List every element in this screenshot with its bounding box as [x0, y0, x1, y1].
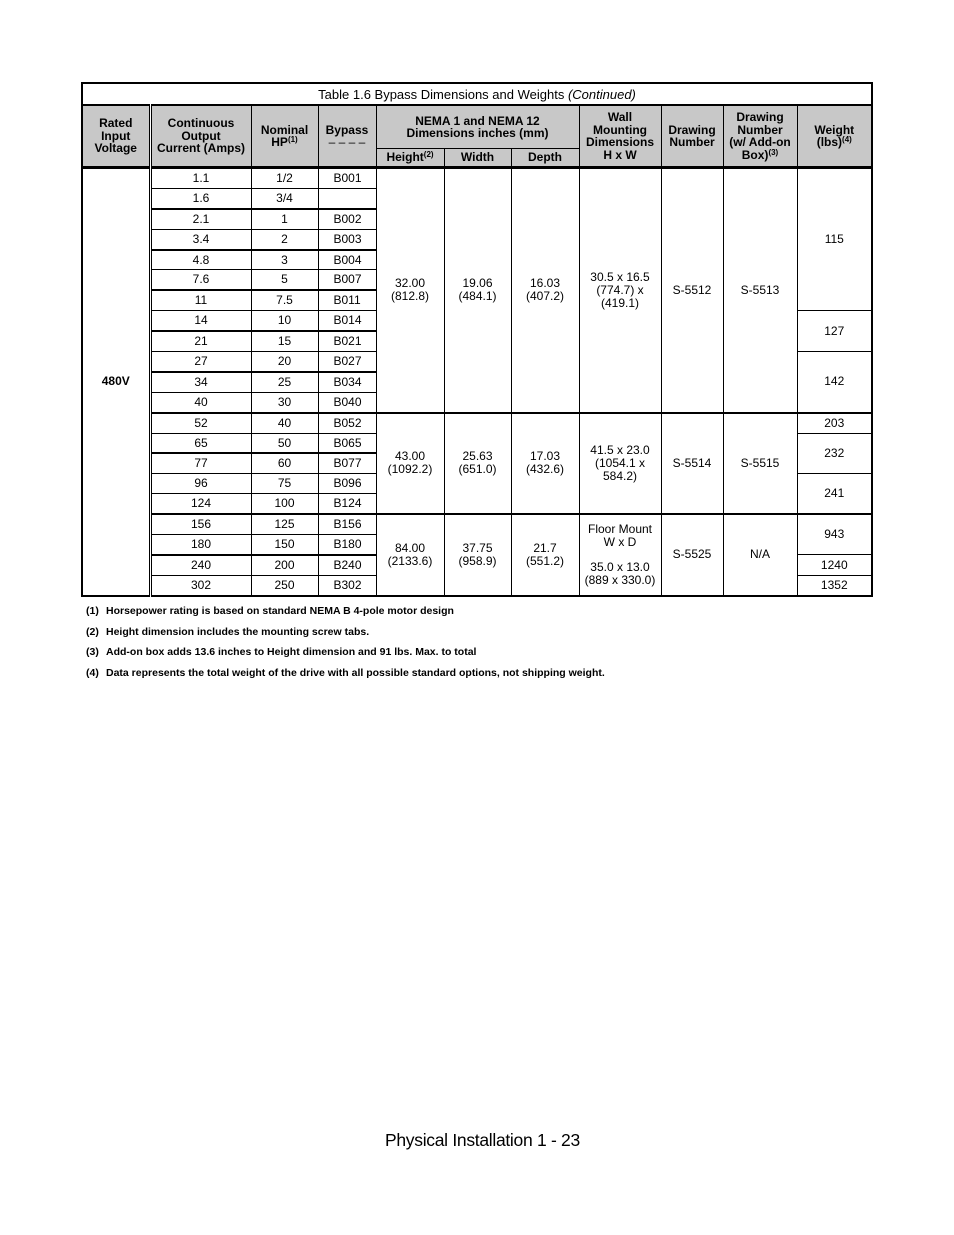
depth-inches: 21.7 — [533, 540, 557, 555]
bypass-cell: B065 — [318, 433, 376, 453]
depth-inches: 16.03 — [529, 276, 561, 291]
hp-cell: 30 — [251, 392, 318, 412]
header-text: (lbs) — [816, 135, 843, 149]
footnote-number: (3) — [86, 646, 99, 658]
width-mm: (651.0) — [458, 462, 497, 477]
width-inches: 25.63 — [462, 449, 493, 464]
header-text: Mounting — [593, 122, 647, 137]
footnote — [86, 603, 605, 624]
header-text: Height — [386, 150, 424, 165]
amps-cell: 1.1 — [150, 168, 251, 189]
header-continuous-output-current — [150, 105, 251, 168]
header-text: H x W — [603, 147, 637, 162]
header-text: Rated — [99, 116, 133, 131]
hp-cell: 75 — [251, 474, 318, 494]
weight-cell: 1240 — [797, 555, 872, 575]
table-body — [82, 168, 872, 596]
header-text: (w/ Add-on — [729, 135, 791, 149]
amps-cell: 2.1 — [150, 209, 251, 229]
drawing-number-addon-cell: S-5513 — [723, 168, 797, 413]
width-mm: (484.1) — [458, 289, 497, 304]
weight-cell: 142 — [797, 352, 872, 413]
header-text: Box) — [741, 147, 769, 162]
amps-cell: 96 — [150, 474, 251, 494]
header-text: – – – – — [328, 135, 366, 149]
bypass-cell: B021 — [318, 331, 376, 351]
header-text: Continuous — [167, 116, 235, 131]
footnote-text: Horsepower rating is based on standard NEMA B 4-pole motor design — [106, 605, 454, 617]
wall-mounting-cell — [579, 168, 661, 413]
amps-cell: 1.6 — [150, 188, 251, 208]
header-wall-mounting — [579, 105, 661, 168]
hp-cell: 200 — [251, 555, 318, 575]
bypass-cell: B034 — [318, 372, 376, 392]
bypass-cell: B004 — [318, 250, 376, 270]
drawing-number-addon-cell: S-5515 — [723, 413, 797, 514]
depth-cell — [511, 168, 579, 413]
bypass-cell: B052 — [318, 413, 376, 433]
hp-cell: 125 — [251, 514, 318, 534]
bypass-cell: B302 — [318, 575, 376, 595]
amps-cell: 27 — [150, 352, 251, 372]
rated-voltage-cell: 480V — [82, 168, 150, 596]
hp-cell: 7.5 — [251, 290, 318, 310]
header-text: Number — [669, 135, 715, 149]
width-inches: 19.06 — [462, 276, 493, 291]
drawing-number-cell: S-5512 — [661, 168, 723, 413]
depth-inches: 17.03 — [529, 449, 561, 464]
hp-cell: 150 — [251, 535, 318, 555]
header-text: Wall — [607, 110, 633, 124]
header-text: Nominal — [260, 122, 309, 137]
bypass-cell: B124 — [318, 494, 376, 514]
footnote-ref: (3) — [768, 147, 779, 157]
wall-mounting-line: (889 x 330.0) — [584, 572, 656, 587]
header-text: Drawing — [668, 122, 716, 137]
amps-cell: 21 — [150, 331, 251, 351]
drawing-number-cell: S-5525 — [661, 514, 723, 596]
bypass-cell: B027 — [318, 352, 376, 372]
bypass-cell: B003 — [318, 229, 376, 249]
caption-text: Table 1.6 Bypass Dimensions and Weights — [318, 86, 565, 102]
footnote — [86, 624, 605, 645]
height-inches: 32.00 — [394, 276, 426, 291]
header-depth: Depth — [511, 149, 579, 168]
width-cell — [444, 413, 511, 514]
footnote-ref: (2) — [423, 150, 434, 160]
header-text: NEMA 1 and NEMA 12 — [415, 113, 540, 128]
weight-cell: 127 — [797, 311, 872, 352]
footnote-text: Height dimension includes the mounting screw tabs. — [106, 625, 370, 638]
header-weight — [797, 105, 872, 168]
bypass-cell: B156 — [318, 514, 376, 534]
footnote-number: (4) — [86, 666, 99, 679]
footnote-text: Data represents the total weight of the drive with all possible standard options, not shipping weight. — [106, 666, 605, 679]
header-text: Input — [101, 128, 131, 143]
height-mm: (812.8) — [390, 289, 430, 304]
amps-cell: 3.4 — [150, 229, 251, 249]
bypass-dimensions-table — [81, 82, 873, 597]
amps-cell: 40 — [150, 392, 251, 412]
hp-cell: 25 — [251, 372, 318, 392]
header-text: HP — [271, 135, 288, 149]
amps-cell: 65 — [150, 433, 251, 453]
wall-mounting-line: 41.5 x 23.0 — [590, 442, 650, 457]
height-mm: (1092.2) — [387, 462, 433, 477]
bypass-cell — [318, 188, 376, 208]
hp-cell: 40 — [251, 413, 318, 433]
wall-mounting-line: W x D — [603, 534, 637, 549]
drawing-number-addon-cell: N/A — [723, 514, 797, 596]
footnote-number: (2) — [86, 625, 99, 638]
weight-cell: 943 — [797, 514, 872, 555]
hp-cell: 250 — [251, 575, 318, 595]
depth-cell — [511, 413, 579, 514]
header-nominal-hp — [251, 105, 318, 168]
width-mm: (958.9) — [458, 553, 497, 568]
height-cell — [376, 168, 444, 413]
weight-cell: 241 — [797, 474, 872, 514]
footnote-ref: (1) — [287, 135, 298, 144]
width-cell — [444, 168, 511, 413]
hp-cell: 50 — [251, 433, 318, 453]
wall-mounting-line: Floor Mount — [587, 521, 653, 536]
depth-mm: (432.6) — [525, 462, 565, 477]
weight-cell: 203 — [797, 413, 872, 433]
header-text: Weight — [814, 122, 855, 137]
amps-cell: 240 — [150, 555, 251, 575]
wall-mounting-line: 584.2) — [602, 468, 638, 483]
hp-cell: 5 — [251, 270, 318, 290]
amps-cell: 77 — [150, 453, 251, 473]
footnote-number: (1) — [86, 605, 99, 617]
amps-cell: 52 — [150, 413, 251, 433]
amps-cell: 302 — [150, 575, 251, 595]
header-text: Current (Amps) — [156, 141, 245, 156]
amps-cell: 14 — [150, 311, 251, 331]
height-inches: 43.00 — [394, 449, 426, 464]
header-height — [376, 149, 444, 168]
depth-mm: (551.2) — [525, 553, 565, 568]
weight-cell: 1352 — [797, 575, 872, 595]
hp-cell: 3 — [251, 250, 318, 270]
height-inches: 84.00 — [394, 540, 426, 555]
header-text: Voltage — [94, 141, 137, 156]
footnotes — [86, 603, 605, 685]
header-text: Drawing — [736, 110, 784, 124]
header-text: Number — [737, 122, 783, 137]
header-drawing-number-addon — [723, 105, 797, 168]
wall-mounting-cell — [579, 514, 661, 596]
hp-cell: 60 — [251, 453, 318, 473]
bypass-cell: B011 — [318, 290, 376, 310]
header-width: Width — [444, 149, 511, 168]
weight-cell: 232 — [797, 433, 872, 474]
bypass-dimensions-table-wrapper — [81, 82, 871, 597]
weight-cell: 115 — [797, 168, 872, 311]
height-mm: (2133.6) — [387, 553, 433, 568]
wall-mounting-line: (774.7) x — [596, 282, 644, 297]
footnote — [86, 644, 605, 665]
hp-cell: 1/2 — [251, 168, 318, 189]
header-rated-input-voltage — [82, 105, 150, 168]
depth-cell — [511, 514, 579, 596]
bypass-cell: B077 — [318, 453, 376, 473]
header-text: Dimensions inches (mm) — [406, 126, 549, 140]
hp-cell: 10 — [251, 311, 318, 331]
hp-cell: 3/4 — [251, 188, 318, 208]
amps-cell: 7.6 — [150, 270, 251, 290]
header-drawing-number — [661, 105, 723, 168]
wall-mounting-cell — [579, 413, 661, 514]
hp-cell: 100 — [251, 494, 318, 514]
hp-cell: 2 — [251, 229, 318, 249]
height-cell — [376, 413, 444, 514]
wall-mounting-line: (419.1) — [600, 295, 640, 310]
caption-suffix: (Continued) — [567, 86, 636, 102]
footnote-text: Add-on box adds 13.6 inches to Height dimension and 91 lbs. Max. to total — [106, 646, 477, 658]
bypass-cell: B240 — [318, 555, 376, 575]
bypass-cell: B001 — [318, 168, 376, 189]
amps-cell: 180 — [150, 535, 251, 555]
amps-cell: 11 — [150, 290, 251, 310]
header-nema-dimensions — [376, 105, 579, 149]
header-text: Dimensions — [585, 135, 654, 149]
wall-mounting-line: 35.0 x 13.0 — [590, 559, 650, 574]
bypass-cell: B040 — [318, 392, 376, 412]
height-cell — [376, 514, 444, 596]
amps-cell: 156 — [150, 514, 251, 534]
footnote-ref: (4) — [842, 135, 852, 144]
table-row — [82, 514, 872, 534]
amps-cell: 4.8 — [150, 250, 251, 270]
table-row — [82, 168, 872, 189]
wall-mounting-line: 30.5 x 16.5 — [590, 269, 650, 284]
bypass-cell: B180 — [318, 535, 376, 555]
hp-cell: 15 — [251, 331, 318, 351]
amps-cell: 34 — [150, 372, 251, 392]
hp-cell: 20 — [251, 352, 318, 372]
width-inches: 37.75 — [462, 540, 493, 555]
width-cell — [444, 514, 511, 596]
wall-mounting-line: (1054.1 x — [594, 455, 646, 470]
drawing-number-cell: S-5514 — [661, 413, 723, 514]
hp-cell: 1 — [251, 209, 318, 229]
table-row — [82, 413, 872, 433]
footnote — [86, 665, 605, 686]
header-text: Output — [181, 128, 221, 143]
depth-mm: (407.2) — [525, 289, 565, 304]
bypass-cell: B096 — [318, 474, 376, 494]
header-bypass — [318, 105, 376, 168]
header-text: Bypass — [325, 122, 369, 137]
bypass-cell: B002 — [318, 209, 376, 229]
amps-cell: 124 — [150, 494, 251, 514]
bypass-cell: B014 — [318, 311, 376, 331]
page-footer: Physical Installation 1 - 23 — [385, 1130, 580, 1150]
bypass-cell: B007 — [318, 270, 376, 290]
table-caption — [82, 83, 872, 105]
